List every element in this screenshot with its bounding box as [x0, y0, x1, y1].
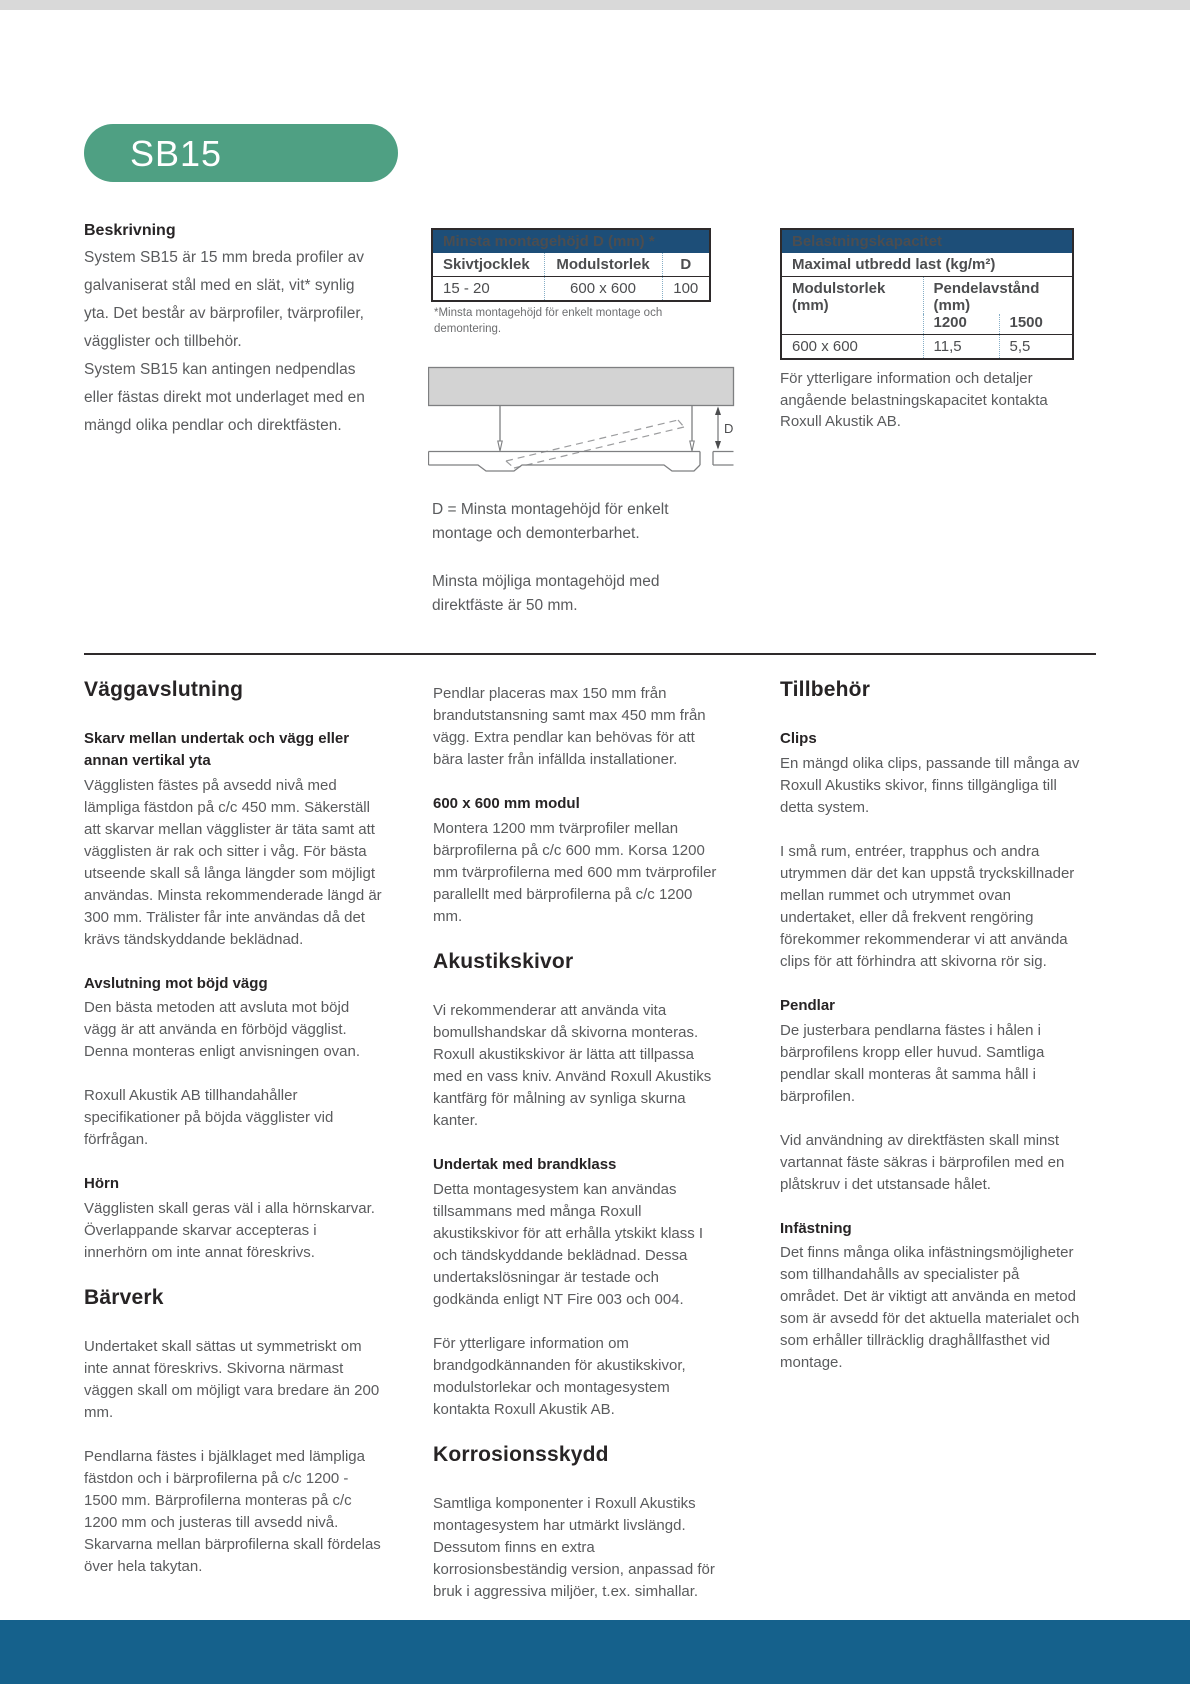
diagram-caption: D = Minsta montagehöjd för enkelt montage och demonterbarhet.	[432, 501, 669, 542]
subsection-heading: Avslutning mot böjd vägg	[84, 974, 268, 992]
table-cell: 600 x 600	[781, 335, 923, 360]
table-subtitle: Maximal utbredd last (kg/m²)	[781, 253, 1073, 277]
paragraph: I små rum, entréer, trapphus och andra utrymmen där det kan uppstå tryckskillnader mellan rummet och utrymmet ovan undertaket, eller då frekvent rengöring förekommer rekommenderar vi att använda clips för att förhindra att skivorna rör sig.	[780, 842, 1075, 970]
table-cell: 11,5	[923, 335, 999, 360]
section-heading: Väggavslutning	[84, 678, 244, 701]
table-cell: 100	[662, 277, 710, 302]
table-row	[432, 277, 710, 302]
description-heading: Beskrivning	[84, 222, 176, 239]
table-row	[781, 229, 1073, 253]
product-badge-label: SB15	[130, 133, 223, 174]
table-cell: 15 - 20	[432, 277, 544, 302]
footer-bar	[0, 1620, 1190, 1684]
section-heading: Tillbehör	[780, 678, 871, 701]
ceiling-slab	[429, 368, 734, 406]
paragraph: Montera 1200 mm tvärprofiler mellan bärprofilerna på c/c 600 mm. Korsa 1200 mm tvärprofilerna med 600 mm tvärprofiler parallellt med bärprofilerna på c/c 1200 mm.	[433, 819, 717, 925]
subsection-heading: Clips	[780, 730, 817, 747]
tilted-panel-dashed	[506, 420, 684, 468]
subsection-heading: Infästning	[780, 1219, 852, 1237]
dimension-arrow-d	[715, 407, 733, 450]
paragraph: De justerbara pendlarna fästes i hålen i bärprofilens kropp eller huvud. Samtliga pendlar skall monteras åt samma håll i bärprofilen.	[780, 1021, 1045, 1105]
column-subheader: 1500	[999, 314, 1073, 335]
description-paragraph: System SB15 kan antingen nedpendlas eller fästas direkt mot underlaget med en mängd olika pendlar och direktfästen.	[84, 361, 365, 434]
load-capacity-note: För ytterligare information och detaljer angående belastningskapacitet kontakta Roxull Akustik AB.	[780, 370, 1048, 430]
column-header: Pendelavstånd (mm)	[923, 277, 1073, 315]
column-subheader: 1200	[923, 314, 999, 335]
min-mounting-height-table	[431, 228, 711, 302]
hanger-right	[690, 406, 694, 452]
description-paragraph: System SB15 är 15 mm breda profiler av galvaniserat stål med en slät, vit* synlig yta. Det består av bärprofiler, tvärprofiler, vägglister och tillbehör.	[84, 249, 364, 350]
paragraph: Pendlarna fästes i bjälklaget med lämpliga fästdon och i bärprofilerna på c/c 1200 - 1500 mm. Bärprofilerna monteras på c/c 1200 mm och justeras till avsedd nivå. Skarvarna mellan bärprofilerna skall fördelas över hela takytan.	[84, 1448, 381, 1575]
subsection-heading: Skarv mellan undertak och vägg eller annan vertikal yta	[84, 730, 350, 769]
paragraph: Pendlar placeras max 150 mm från brandutstansning samt max 450 mm från vägg. Extra pendlar kan behövas för att bära laster från infällda installationer.	[433, 685, 706, 768]
table-row	[781, 253, 1073, 277]
table-cell: 600 x 600	[544, 277, 662, 302]
hanger-left	[498, 406, 502, 452]
mounting-height-diagram	[428, 364, 738, 478]
section-divider-rule	[84, 653, 1096, 655]
paragraph: För ytterligare information om brandgodkännanden för akustikskivor, modulstorlekar och montagesystem kontakta Roxull Akustik AB.	[433, 1334, 686, 1418]
column-header: Modulstorlek	[544, 253, 662, 277]
paragraph: Samtliga komponenter i Roxull Akustiks montagesystem har utmärkt livslängd. Dessutom finns en extra korrosionsbeständig version, anpassad för bruk i aggressiva miljöer, t.ex. simhallar.	[433, 1494, 715, 1600]
column-header: D	[662, 253, 710, 277]
paragraph: Vid användning av direktfästen skall minst vartannat fäste säkras i bärprofilen med en plåtskruv i det utstansade hålet.	[780, 1131, 1065, 1193]
subsection-heading: Pendlar	[780, 996, 836, 1014]
ceiling-panel-profile	[429, 452, 734, 472]
table-title: Minsta montagehöjd D (mm) *	[432, 229, 710, 253]
paragraph: Den bästa metoden att avsluta mot böjd vägg är att använda en förböjd vägglist. Denna monteras enligt anvisningen ovan.	[84, 999, 361, 1061]
dimension-label-d: D	[724, 421, 734, 436]
table-title: Belastningskapacitet	[781, 229, 1073, 253]
section-heading: Akustikskivor	[433, 949, 574, 973]
column-vaggavslutning	[84, 678, 384, 1600]
table-footnote: *Minsta montagehöjd för enkelt montage och demontering.	[434, 307, 663, 335]
subsection-heading: 600 x 600 mm modul	[433, 795, 580, 812]
column-header: Modulstorlek (mm)	[792, 280, 886, 314]
column-header: Skivtjocklek	[443, 256, 530, 273]
load-capacity-table	[780, 228, 1074, 360]
table-row	[781, 277, 1073, 315]
section-heading: Korrosionsskydd	[433, 1442, 609, 1466]
product-badge	[84, 124, 398, 182]
table-row	[432, 253, 710, 277]
paragraph: Vägglisten fästes på avsedd nivå med lämpliga fästdon på c/c 450 mm. Säkerställ att skarvar mellan vägglister är täta samt att vägglisten är rak och sitter i våg. För bästa utseende skall så långa längder som möjligt användas. Minsta rekommenderade längd är 300 mm. Trälister får inte användas då det krävs tändskyddande beklädnad.	[84, 776, 382, 948]
section-heading: Bärverk	[84, 1286, 164, 1309]
table-row	[432, 229, 710, 253]
diagram-caption: Minsta möjliga montagehöjd med direktfäste är 50 mm.	[432, 573, 660, 614]
paragraph: Roxull Akustik AB tillhandahåller specifikationer på böjda vägglister vid förfrågan.	[84, 1087, 334, 1149]
table-cell: 5,5	[999, 335, 1073, 360]
subsection-heading: Hörn	[84, 1175, 119, 1193]
paragraph: Undertaket skall sättas ut symmetriskt om inte annat föreskrivs. Skivorna närmast väggen skall om möjligt vara bredare än 200 mm.	[84, 1338, 380, 1421]
description-block	[84, 222, 382, 440]
paragraph: Vägglisten skall geras väl i alla hörnskarvar. Överlappande skarvar accepteras i innerhörn om inte annat föreskrivs.	[84, 1200, 375, 1261]
table-row	[781, 335, 1073, 360]
column-montage	[433, 683, 721, 1625]
column-tillbehor	[780, 678, 1080, 1396]
page-top-scan-strip	[0, 0, 1190, 10]
subsection-heading: Undertak med brandklass	[433, 1155, 617, 1173]
paragraph: En mängd olika clips, passande till många av Roxull Akustiks skivor, finns tillgängliga till detta system.	[780, 754, 1080, 816]
paragraph: Detta montagesystem kan användas tillsammans med många Roxull akustikskivor för att erhålla ytskikt klass I och tändskyddande beklädnad. Dessa undertakslösningar är testade och godkända enligt NT Fire 003 och 004.	[433, 1180, 704, 1308]
paragraph: Vi rekommenderar att använda vita bomullshandskar då skivorna monteras. Roxull akustikskivor är lätta att tillpassa med en vass kniv. Använd Roxull Akustiks kantfärg för målning av synliga skurna kanter.	[433, 1001, 712, 1129]
paragraph: Det finns många olika infästningsmöjligheter som tillhandahålls av specialister på området. Det är viktigt att använda en metod som är avsedd för det aktuella materialet och som erhåller tillräcklig draghållfasthet vid montage.	[780, 1244, 1080, 1372]
